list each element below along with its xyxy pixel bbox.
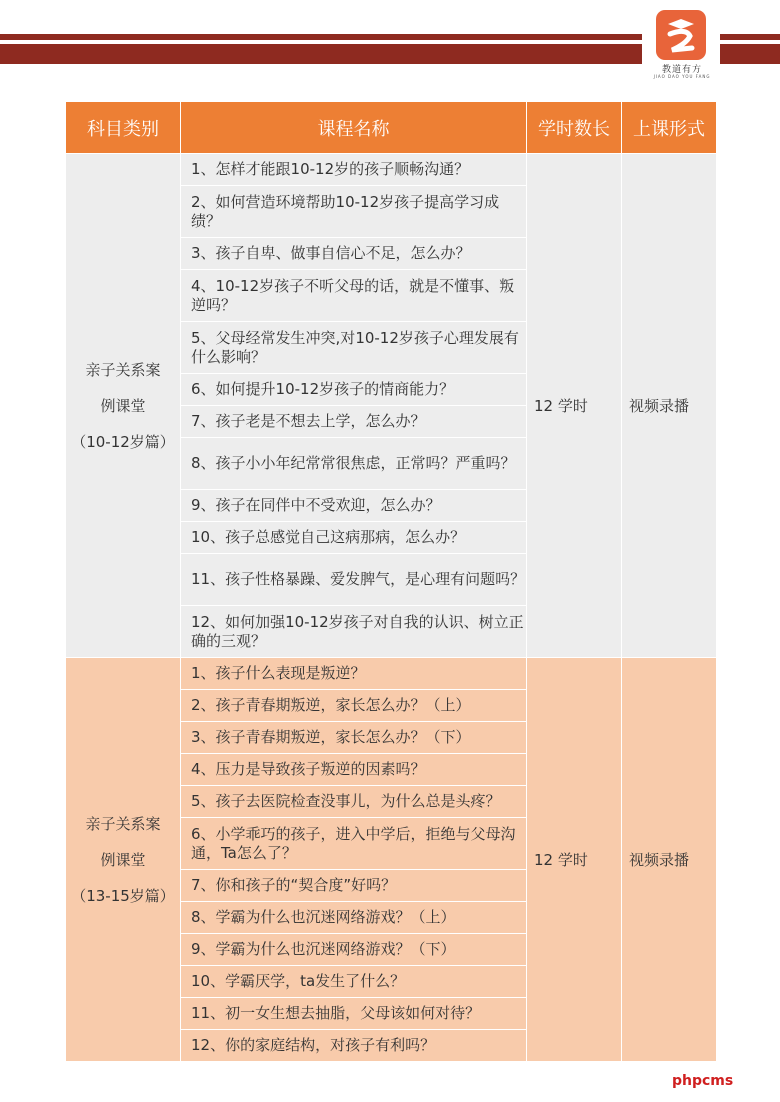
header-category: 科目类别 <box>66 102 181 154</box>
header-band-top-right <box>720 34 780 40</box>
format-cell: 视频录播 <box>622 154 717 658</box>
category-cell <box>66 658 181 1062</box>
hours-cell: 12 学时 <box>527 154 622 658</box>
header-hours: 学时数长 <box>527 102 622 154</box>
course-item: 3、孩子自卑、做事自信心不足，怎么办？ <box>181 238 527 270</box>
format-cell: 视频录播 <box>622 658 717 1062</box>
category-line: 例课堂 <box>100 850 146 869</box>
header-format: 上课形式 <box>622 102 717 154</box>
course-item: 6、小学乖巧的孩子，进入中学后，拒绝与父母沟通，Ta怎么了？ <box>181 818 527 870</box>
brand-subtitle: JIAO DAO YOU FANG <box>653 74 711 79</box>
course-item: 1、孩子什么表现是叛逆？ <box>181 658 527 690</box>
header-band <box>0 44 642 64</box>
course-item: 9、孩子在同伴中不受欢迎，怎么办？ <box>181 490 527 522</box>
course-item: 10、孩子总感觉自己这病那病，怎么办？ <box>181 522 527 554</box>
watermark-text: phpcms <box>672 1073 734 1089</box>
course-item: 7、你和孩子的“契合度”好吗？ <box>181 870 527 902</box>
category-line: （13-15岁篇） <box>71 886 175 905</box>
course-item: 4、10-12岁孩子不听父母的话，就是不懂事、叛逆吗？ <box>181 270 527 322</box>
category-line: 亲子关系案 <box>85 814 161 833</box>
header-band-right <box>720 44 780 64</box>
header-course-name: 课程名称 <box>181 102 527 154</box>
course-item: 6、如何提升10-12岁孩子的情商能力？ <box>181 374 527 406</box>
course-item: 1、怎样才能跟10-12岁的孩子顺畅沟通？ <box>181 154 527 186</box>
course-item: 4、压力是导致孩子叛逆的因素吗？ <box>181 754 527 786</box>
category-cell <box>66 154 181 658</box>
header-band-top <box>0 34 642 40</box>
table-row <box>66 154 717 186</box>
course-item: 11、孩子性格暴躁、爱发脾气，是心理有问题吗？ <box>181 554 527 606</box>
table-row <box>66 658 717 690</box>
course-item: 8、学霸为什么也沉迷网络游戏？（上） <box>181 902 527 934</box>
course-item: 2、如何营造环境帮助10-12岁孩子提高学习成绩？ <box>181 186 527 238</box>
course-item: 3、孩子青春期叛逆，家长怎么办？（下） <box>181 722 527 754</box>
course-item: 12、你的家庭结构，对孩子有利吗？ <box>181 1030 527 1062</box>
course-item: 7、孩子老是不想去上学，怎么办？ <box>181 406 527 438</box>
course-item: 2、孩子青春期叛逆，家长怎么办？（上） <box>181 690 527 722</box>
hours-cell: 12 学时 <box>527 658 622 1062</box>
course-item: 9、学霸为什么也沉迷网络游戏？（下） <box>181 934 527 966</box>
table-header-row <box>66 102 717 154</box>
category-line: 亲子关系案 <box>85 360 161 379</box>
course-item: 11、初一女生想去抽脂，父母该如何对待？ <box>181 998 527 1030</box>
category-line: （10-12岁篇） <box>71 432 175 451</box>
course-item: 5、孩子去医院检查没事儿，为什么总是头疼？ <box>181 786 527 818</box>
course-item: 5、父母经常发生冲突,对10-12岁孩子心理发展有什么影响？ <box>181 322 527 374</box>
course-item: 10、学霸厌学，ta发生了什么？ <box>181 966 527 998</box>
category-line: 例课堂 <box>100 396 146 415</box>
brand-logo-icon <box>656 10 706 60</box>
course-item: 12、如何加强10-12岁孩子对自我的认识、树立正确的三观？ <box>181 606 527 658</box>
course-table <box>65 101 717 1062</box>
course-item: 8、孩子小小年纪常常很焦虑，正常吗？严重吗？ <box>181 438 527 490</box>
brand-name: 教道有方 <box>661 65 702 75</box>
